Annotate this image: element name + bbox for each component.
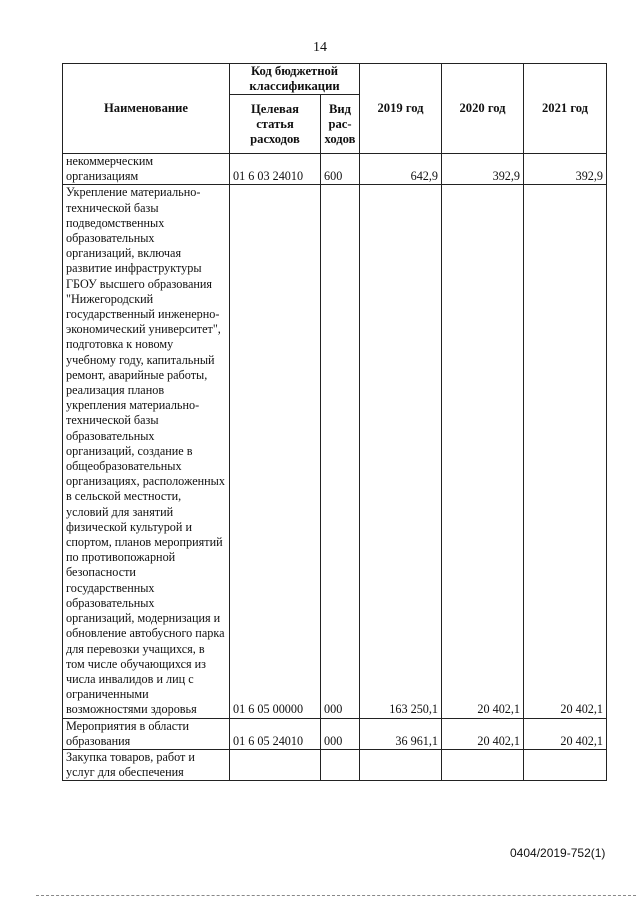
- row-target-article: [230, 749, 321, 780]
- row-value-2019: 36 961,1: [360, 718, 442, 749]
- row-value-2020: 20 402,1: [442, 185, 524, 718]
- header-year-2021: 2021 год: [524, 64, 607, 154]
- budget-table: [62, 63, 607, 781]
- header-year-2020: 2020 год: [442, 64, 524, 154]
- table-row: [63, 185, 607, 718]
- page-number: 14: [313, 40, 327, 55]
- row-expense-type: [321, 749, 360, 780]
- table-row: [63, 718, 607, 749]
- header-year-2019: 2019 год: [360, 64, 442, 154]
- row-value-2021: 20 402,1: [524, 718, 607, 749]
- document-code: 0404/2019-752(1): [510, 846, 606, 860]
- row-value-2019: 642,9: [360, 154, 442, 185]
- row-name: Укрепление материально-технической базы подведомственных образовательных организаций, включая развитие инфраструктуры ГБОУ высшего образования "Нижегородский государственный инженерно-экономический университет", подготовка к новому учебному году, капитальный ремонт, аварийные работы, реализация планов укрепления материально-технической базы образовательных организаций, создание в общеобразовательных организациях, расположенных в сельской местности, условий для занятий физической культурой и спортом, планов мероприятий по противопожарной безопасности государственных образовательных организаций, модернизация и обновление автобусного парка для перевозки учащихся, в том числе обучающихся из числа инвалидов и лиц с ограниченными возможностями здоровья: [63, 185, 230, 718]
- row-expense-type: 000: [321, 185, 360, 718]
- row-value-2019: [360, 749, 442, 780]
- table-row: [63, 749, 607, 780]
- header-code-group: Код бюджетной классификации: [230, 64, 360, 95]
- row-value-2021: 20 402,1: [524, 185, 607, 718]
- row-expense-type: 600: [321, 154, 360, 185]
- row-value-2020: 20 402,1: [442, 718, 524, 749]
- row-value-2020: [442, 749, 524, 780]
- row-name: некоммерческим организациям: [63, 154, 230, 185]
- row-value-2020: 392,9: [442, 154, 524, 185]
- row-target-article: 01 6 05 00000: [230, 185, 321, 718]
- row-target-article: 01 6 05 24010: [230, 718, 321, 749]
- header-target-article: Целевая статья расходов: [230, 95, 321, 154]
- row-value-2021: 392,9: [524, 154, 607, 185]
- header-name: Наименование: [63, 64, 230, 154]
- table-row: [63, 154, 607, 185]
- header-row-1: [63, 64, 607, 95]
- row-expense-type: 000: [321, 718, 360, 749]
- header-expense-type: Вид рас-ходов: [321, 95, 360, 154]
- row-name: Закупка товаров, работ и услуг для обеспечения: [63, 749, 230, 780]
- row-value-2021: [524, 749, 607, 780]
- row-name: Мероприятия в области образования: [63, 718, 230, 749]
- row-value-2019: 163 250,1: [360, 185, 442, 718]
- scan-edge-line: [36, 895, 636, 897]
- row-target-article: 01 6 03 24010: [230, 154, 321, 185]
